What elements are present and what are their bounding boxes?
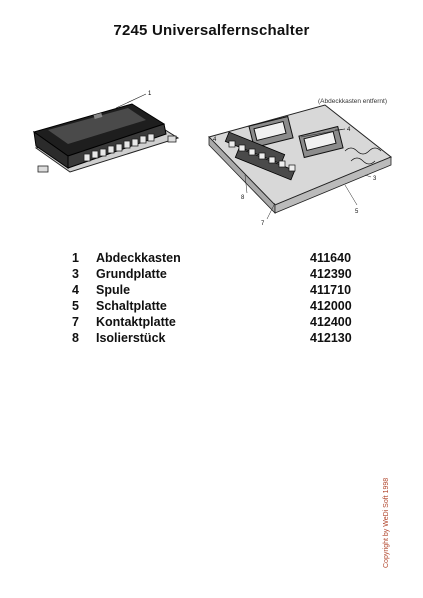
part-name: Isolierstück bbox=[96, 331, 166, 345]
part-name: Schaltplatte bbox=[96, 299, 167, 313]
part-number: 1 bbox=[72, 251, 79, 265]
copyright-notice: Copyright by WeDi Soft 1998 bbox=[383, 477, 390, 568]
switch-with-cover-illustration bbox=[28, 88, 188, 188]
part-name: Abdeckkasten bbox=[96, 251, 181, 265]
switch-open-illustration bbox=[205, 95, 395, 230]
part-name: Kontaktplatte bbox=[96, 315, 176, 329]
parts-row bbox=[72, 266, 372, 282]
part-number: 5 bbox=[72, 299, 79, 313]
part-code: 411710 bbox=[310, 283, 352, 297]
callout-7: 7 bbox=[261, 221, 265, 227]
part-number: 7 bbox=[72, 315, 79, 329]
part-name: Grundplatte bbox=[96, 267, 167, 281]
part-number: 4 bbox=[72, 283, 79, 297]
part-code: 411640 bbox=[310, 251, 352, 265]
callout-4b: 4 bbox=[347, 127, 351, 133]
part-code: 412130 bbox=[310, 331, 352, 345]
parts-row bbox=[72, 314, 372, 330]
callout-5: 5 bbox=[355, 209, 359, 215]
parts-row bbox=[72, 282, 372, 298]
parts-row bbox=[72, 298, 372, 314]
part-name: Spule bbox=[96, 283, 131, 297]
callout-8: 8 bbox=[241, 195, 245, 201]
parts-row bbox=[72, 250, 372, 266]
page-title: 7245 Universalfernschalter bbox=[113, 22, 310, 39]
part-code: 412000 bbox=[310, 299, 352, 313]
parts-list bbox=[72, 250, 372, 346]
part-code: 412400 bbox=[310, 315, 352, 329]
callout-1: 1 bbox=[148, 91, 152, 97]
callout-4a: 4 bbox=[213, 137, 217, 143]
part-number: 3 bbox=[72, 267, 79, 281]
part-code: 412390 bbox=[310, 267, 352, 281]
parts-row bbox=[72, 330, 372, 346]
callout-3: 3 bbox=[373, 176, 377, 182]
cover-removed-note: (Abdeckkasten entfernt) bbox=[318, 98, 388, 105]
part-number: 8 bbox=[72, 331, 79, 345]
